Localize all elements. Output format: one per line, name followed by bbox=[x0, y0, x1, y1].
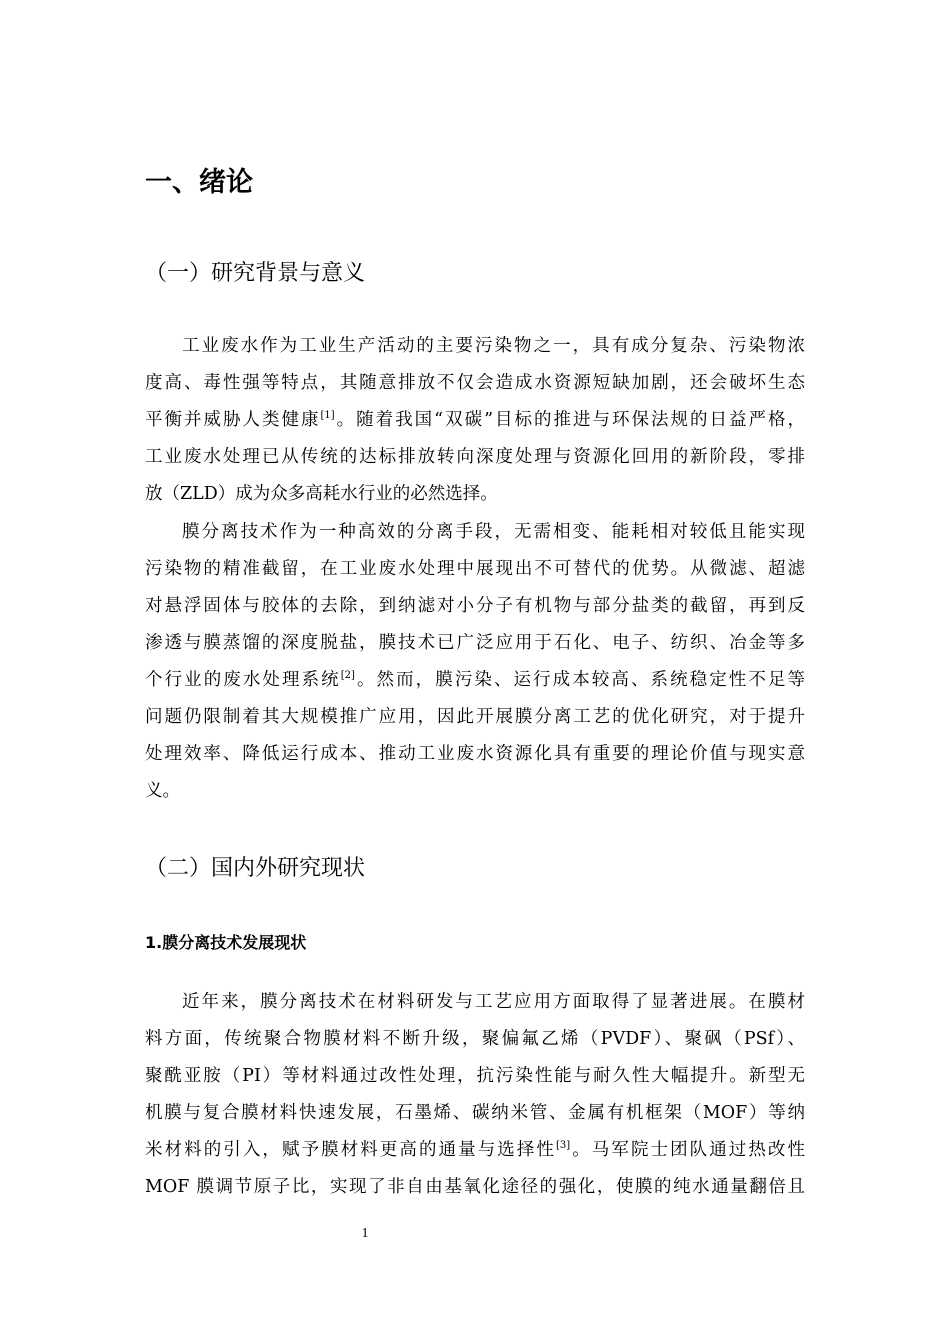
text-line: 聚酰亚胺（PI）等材料通过改性处理，抗污染性能与耐久性大幅提升。新型无 bbox=[145, 1066, 805, 1086]
text-line: 料方面，传统聚合物膜材料不断升级，聚偏氟乙烯（PVDF）、聚砜（PSf）、 bbox=[145, 1029, 805, 1049]
citation-ref-2: [2] bbox=[340, 670, 355, 682]
text-line: 工业废水作为工业生产活动的主要污染物之一，具有成分复杂、污染物浓 bbox=[182, 336, 805, 356]
text-segment: 。然而，膜污染、运行成本较高、系统稳定性不足等 bbox=[354, 670, 806, 690]
page-number: 1 bbox=[361, 1226, 369, 1241]
text-line: 近年来，膜分离技术在材料研发与工艺应用方面取得了显著进展。在膜材 bbox=[182, 992, 805, 1012]
text-line: 工业废水处理已从传统的达标排放转向深度处理与资源化回用的新阶段，零排 bbox=[145, 447, 805, 467]
text-line bbox=[145, 1132, 805, 1169]
text-line bbox=[145, 402, 805, 439]
citation-ref-1: [1] bbox=[320, 410, 335, 422]
section-heading-background: （一）研究背景与意义 bbox=[145, 261, 366, 286]
text-segment: 平衡并威胁人类健康 bbox=[145, 410, 321, 430]
chapter-heading: 一、绪论 bbox=[145, 167, 253, 198]
text-line: 度高、毒性强等特点，其随意排放不仅会造成水资源短缺加剧，还会破坏生态 bbox=[145, 373, 805, 393]
text-line: 问题仍限制着其大规模推广应用，因此开展膜分离工艺的优化研究，对于提升 bbox=[145, 707, 805, 727]
text-line: 膜分离技术作为一种高效的分离手段，无需相变、能耗相对较低且能实现 bbox=[182, 522, 805, 542]
text-line: 渗透与膜蒸馏的深度脱盐，膜技术已广泛应用于石化、电子、纺织、冶金等多 bbox=[145, 633, 805, 653]
text-line: 机膜与复合膜材料快速发展，石墨烯、碳纳米管、金属有机框架（MOF）等纳 bbox=[145, 1103, 805, 1123]
text-line: 义。 bbox=[145, 781, 180, 801]
text-segment: 。随着我国“双碳”目标的推进与环保法规的日益严格， bbox=[334, 410, 805, 430]
text-line: 放（ZLD）成为众多高耗水行业的必然选择。 bbox=[145, 484, 498, 504]
text-segment: 米材料的引入，赋予膜材料更高的通量与选择性 bbox=[145, 1140, 556, 1160]
section-heading-status: （二）国内外研究现状 bbox=[145, 856, 366, 881]
text-segment: 个行业的废水处理系统 bbox=[145, 670, 341, 690]
paragraph-membrane-status bbox=[145, 984, 805, 1206]
text-line: MOF 膜调节原子比，实现了非自由基氧化途径的强化，使膜的纯水通量翻倍且 bbox=[145, 1177, 805, 1197]
text-line: 处理效率、降低运行成本、推动工业废水资源化具有重要的理论价值与现实意 bbox=[145, 744, 805, 764]
text-segment: 。马军院士团队通过热改性 bbox=[570, 1140, 806, 1160]
paragraph-background-2 bbox=[145, 514, 805, 810]
citation-ref-3: [3] bbox=[555, 1140, 571, 1152]
text-line: 对悬浮固体与胶体的去除，到纳滤对小分子有机物与部分盐类的截留，再到反 bbox=[145, 596, 805, 616]
text-line bbox=[145, 662, 805, 699]
subsection-heading-membrane: 1.膜分离技术发展现状 bbox=[145, 933, 307, 952]
text-line: 污染物的精准截留，在工业废水处理中展现出不可替代的优势。从微滤、超滤 bbox=[145, 559, 805, 579]
paragraph-background-1 bbox=[145, 328, 805, 513]
